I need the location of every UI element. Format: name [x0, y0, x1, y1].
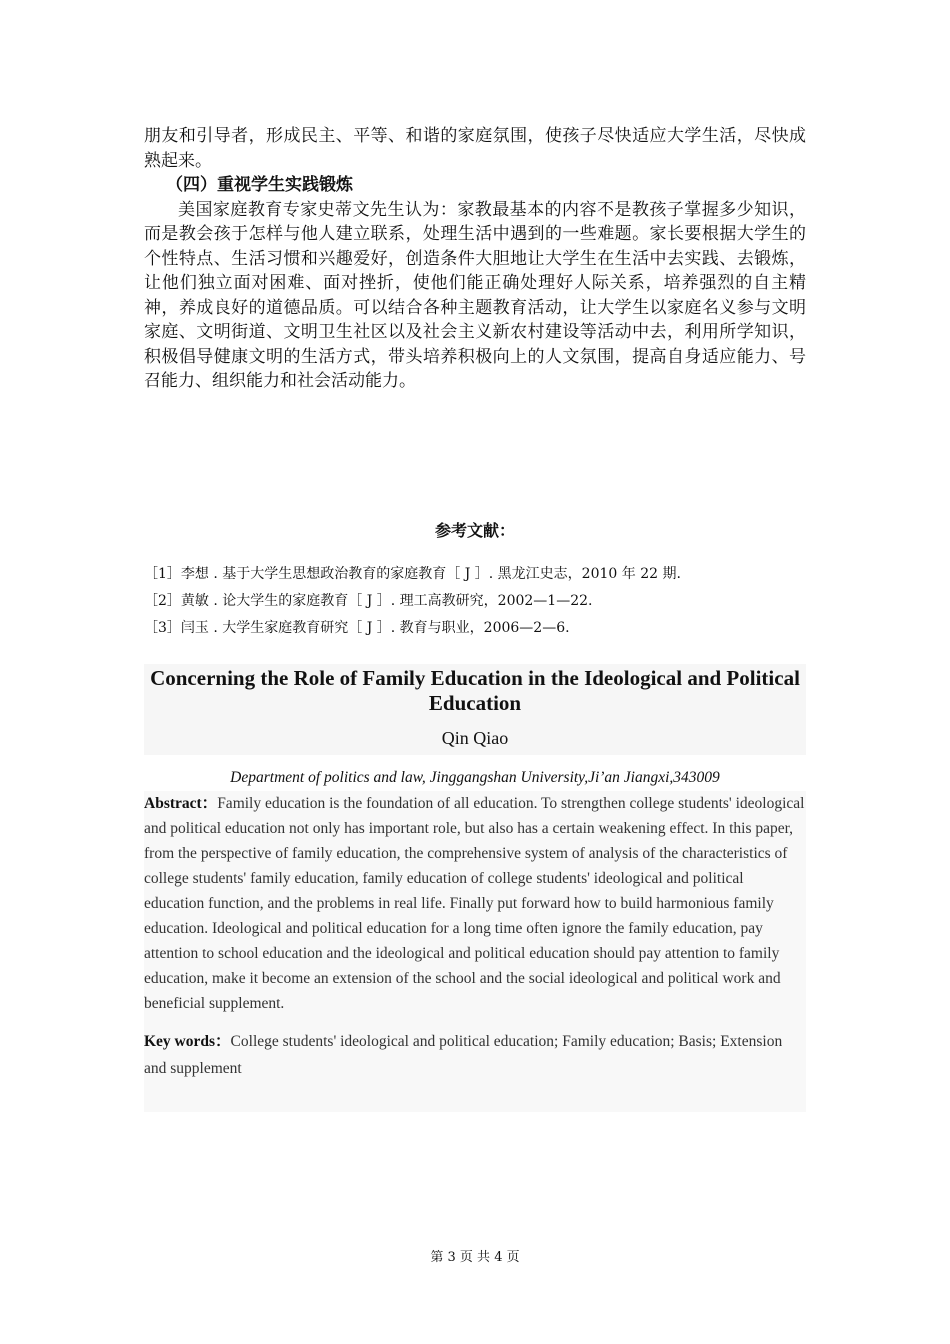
reference-item: ［2］黄敏 . 论大学生的家庭教育［ J ］. 理工高教研究，2002—1—22.: [144, 592, 593, 609]
page-content: [144, 124, 806, 1112]
section-heading-4: （四）重视学生实践锻炼: [166, 175, 353, 195]
english-affiliation: Department of politics and law, Jinggangshan University,Ji’an Jiangxi,343009: [144, 769, 806, 787]
abstract-label: Abstract：: [144, 794, 218, 812]
references-title: 参考文献：: [434, 520, 515, 540]
english-title-block: [144, 664, 806, 755]
reference-item: ［1］李想 . 基于大学生思想政治教育的家庭教育［ J ］. 黑龙江史志，2010 年 22 期.: [144, 565, 681, 582]
body-paragraph-1: 朋友和引导者，形成民主、平等、和谐的家庭氛围，使孩子尽快适应大学生活，尽快成熟起来。: [144, 126, 806, 171]
english-abstract-block: [144, 791, 806, 1112]
english-keywords: [144, 1028, 806, 1082]
body-paragraph-2: 美国家庭教育专家史蒂文先生认为：家教最基本的内容不是教孩子掌握多少知识，而是教会孩于怎样与他人建立联系，处理生活中遇到的一些难题。家长要根据大学生的个性特点、生活习惯和兴趣爱好，创造条件大胆地让大学生在生活中去实践、去锻炼，让他们独立面对困难、面对挫折，使他们能正确处理好人际关系，培养强烈的自主精神，养成良好的道德品质。可以结合各种主题教育活动，让大学生以家庭名义参与文明家庭、文明街道、文明卫生社区以及社会主义新农村建设等活动中去，利用所学知识，积极倡导健康文明的生活方式，带头培养积极向上的人文氛围，提高自身适应能力、号召能力、组织能力和社会活动能力。: [144, 199, 806, 391]
reference-item: ［3］闫玉 . 大学生家庭教育研究［ J ］. 教育与职业，2006—2—6.: [144, 619, 570, 636]
page-footer: 第 3 页 共 4 页: [430, 1250, 520, 1265]
references-list: [144, 561, 806, 642]
keywords-text: College students' ideological and political education; Family education; Basis; Extension and supplement: [144, 1032, 783, 1077]
keywords-label: Key words：: [144, 1032, 231, 1050]
abstract-text: Family education is the foundation of all education. To strengthen college students' ideological and political education not only has important role, but also has a certain weakening effect. In this paper, from the perspective of family education, the comprehensive system of analysis of the characteristics of college students' family education, family education of college students' ideological and political education function, and the problems in real life. Finally put forward how to build harmonious family education. Ideological and political education for a long time often ignore the family education, pay attention to school education and the ideological and political education should pay attention to family education, make it become an extension of the school and the social ideological and political work and beneficial supplement.: [144, 794, 805, 1012]
english-author: Qin Qiao: [441, 727, 509, 748]
english-abstract: [144, 791, 806, 1016]
english-title: Concerning the Role of Family Education in the Ideological and Political Education: [150, 665, 800, 715]
